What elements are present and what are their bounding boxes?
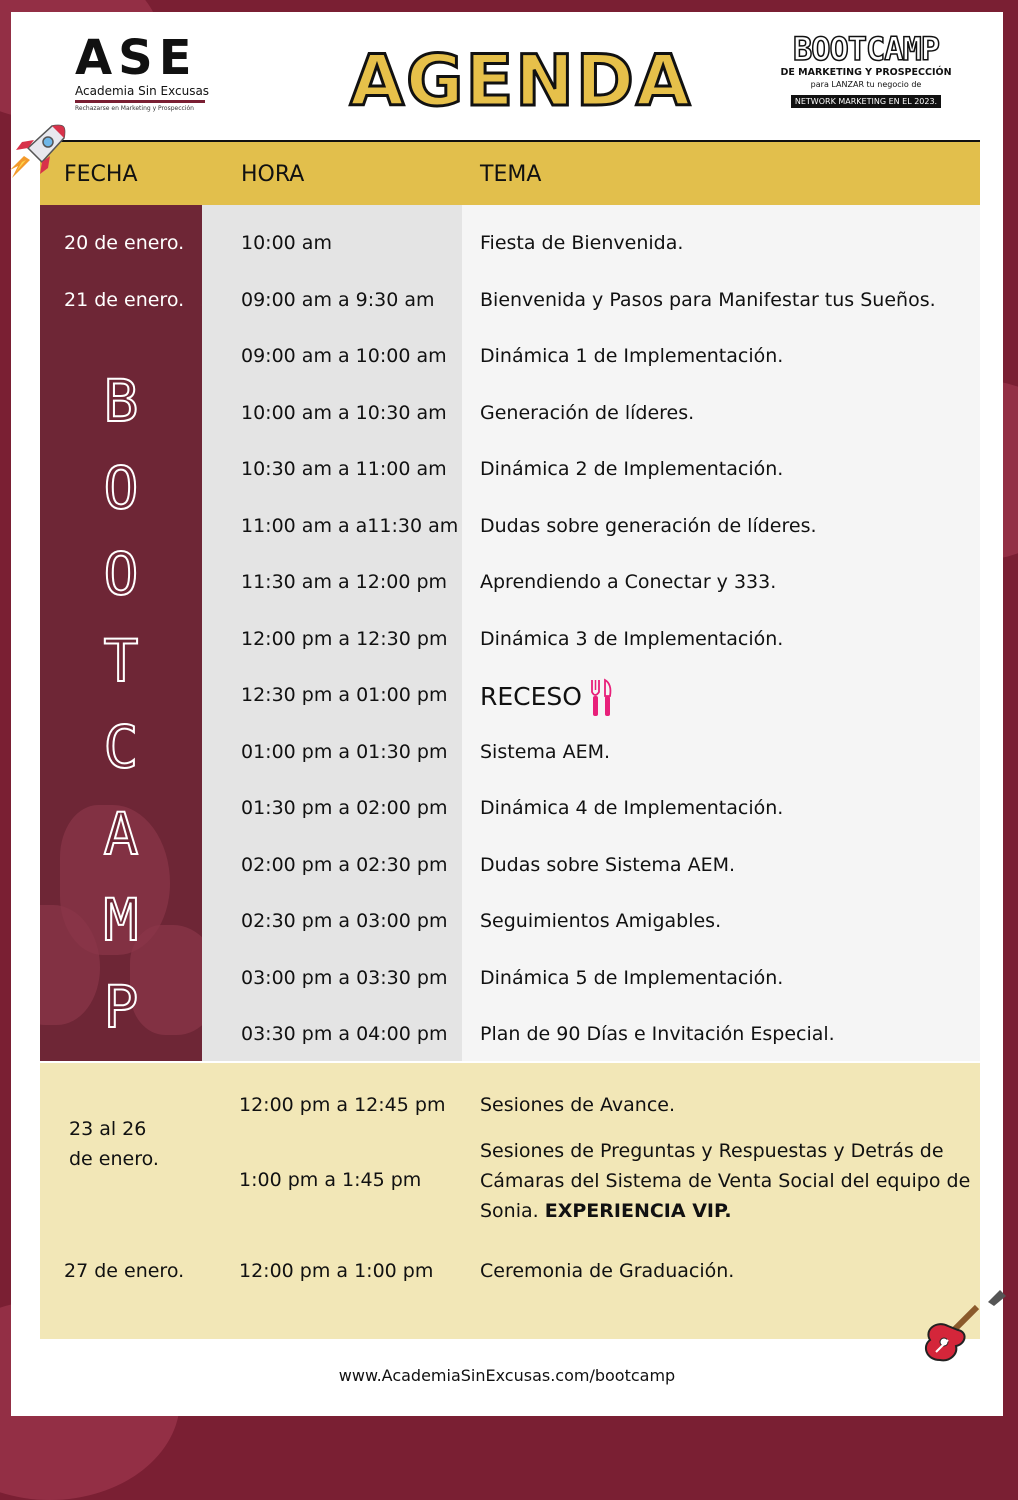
topic-cell (480, 1136, 975, 1226)
hour-cell: 02:30 pm a 03:00 pm (241, 910, 448, 932)
hour-cell: 03:00 pm a 03:30 pm (241, 966, 448, 989)
vertical-letter: P (103, 972, 139, 1041)
footer-link[interactable]: www.AcademiaSinExcusas.com/bootcamp (338, 1366, 676, 1385)
hour-cell: 11:00 am a a11:30 am (241, 514, 459, 537)
fork-knife-icon (590, 678, 614, 718)
topic-text: Sesiones de Preguntas y Respuestas y Detrás de Cámaras del Sistema de Venta Social del equipo de Sonia. (480, 1140, 971, 1222)
topic-cell (480, 678, 614, 718)
vertical-letter: C (103, 713, 139, 781)
hour-cell: 01:00 pm a 01:30 pm (241, 740, 448, 763)
topic-cell: Aprendiendo a Conectar y 333. (480, 571, 777, 593)
bootcamp-logo-word: BOOTCAMP (792, 30, 940, 68)
topic-cell: Ceremonia de Graduación. (480, 1260, 735, 1282)
hour-cell: 11:30 am a 12:00 pm (241, 571, 448, 593)
bootcamp-logo-line1: DE MARKETING Y PROSPECCIÓN (780, 67, 952, 78)
hour-cell: 10:00 am a 10:30 am (241, 401, 447, 424)
hour-cell: 10:00 am (241, 232, 332, 254)
date-cell: 27 de enero. (64, 1260, 185, 1282)
ase-logo-tagline: Rechazarse en Marketing y Prospección (75, 105, 194, 112)
hour-cell: 10:30 am a 11:00 am (241, 458, 447, 480)
date-cell: 20 de enero. (64, 232, 185, 254)
topic-cell: Sesiones de Avance. (480, 1094, 676, 1116)
vertical-letter: T (103, 626, 139, 695)
vertical-bootcamp-word (40, 358, 202, 1050)
topic-cell: Bienvenida y Pasos para Manifestar tus Sueños. (480, 288, 936, 311)
hour-cell: 02:00 pm a 02:30 pm (241, 853, 448, 876)
date-range-cell (69, 1114, 159, 1174)
hour-cell: 12:30 pm a 01:00 pm (241, 684, 448, 706)
column-header-hora: HORA (241, 162, 305, 187)
date-range-line: de enero. (69, 1148, 159, 1170)
page-title: AGENDA (349, 40, 693, 122)
bootcamp-logo-line3: NETWORK MARKETING EN EL 2023. (791, 95, 941, 108)
vertical-letter: O (103, 540, 139, 608)
column-header-tema: TEMA (480, 162, 542, 187)
vertical-letter: A (103, 799, 139, 868)
topic-cell: Dinámica 1 de Implementación. (480, 345, 784, 367)
table-header (40, 140, 980, 207)
date-cell: 21 de enero. (64, 289, 185, 311)
topic-cell: Dinámica 5 de Implementación. (480, 966, 784, 989)
topic-cell: Dudas sobre generación de líderes. (480, 514, 817, 537)
vertical-letter: B (103, 367, 139, 435)
hour-cell: 12:00 pm a 1:00 pm (239, 1260, 434, 1282)
ase-logo-mark: ASE (75, 30, 198, 86)
topic-cell: Plan de 90 Días e Invitación Especial. (480, 1023, 835, 1045)
agenda-page (11, 12, 1003, 1416)
bootcamp-logo-line2: para LANZAR tu negocio de (810, 80, 922, 89)
rocket-icon (2, 120, 70, 188)
hour-cell: 1:00 pm a 1:45 pm (239, 1169, 422, 1191)
hour-cell: 12:00 pm a 12:30 pm (241, 627, 448, 650)
hour-cell: 03:30 pm a 04:00 pm (241, 1023, 448, 1045)
topic-cell: Dudas sobre Sistema AEM. (480, 853, 736, 876)
ase-logo-name: Academia Sin Excusas (75, 84, 210, 98)
bootcamp-logo (776, 32, 956, 108)
topic-cell: Dinámica 2 de Implementación. (480, 458, 784, 480)
topic-cell: Generación de líderes. (480, 401, 695, 424)
topic-cell: Dinámica 3 de Implementación. (480, 627, 784, 650)
hour-cell: 01:30 pm a 02:00 pm (241, 797, 448, 819)
column-header-fecha: FECHA (64, 162, 138, 187)
hour-cell: 09:00 am a 10:00 am (241, 345, 447, 367)
ase-logo (75, 30, 220, 124)
date-range-line: 23 al 26 (69, 1118, 147, 1140)
topic-text: RECESO (480, 682, 582, 711)
topic-cell: Sistema AEM. (480, 740, 611, 763)
topic-cell: Dinámica 4 de Implementación. (480, 797, 784, 819)
topic-cell: Seguimientos Amigables. (480, 910, 722, 932)
hour-cell: 12:00 pm a 12:45 pm (239, 1094, 446, 1116)
vertical-letter: M (103, 886, 139, 954)
guitar-icon (918, 1286, 1006, 1366)
vip-label: EXPERIENCIA VIP. (544, 1200, 732, 1222)
topic-cell: Fiesta de Bienvenida. (480, 232, 684, 254)
ase-logo-underline (75, 100, 205, 103)
vertical-letter: O (103, 453, 139, 522)
hour-cell: 09:00 am a 9:30 am (241, 288, 435, 311)
